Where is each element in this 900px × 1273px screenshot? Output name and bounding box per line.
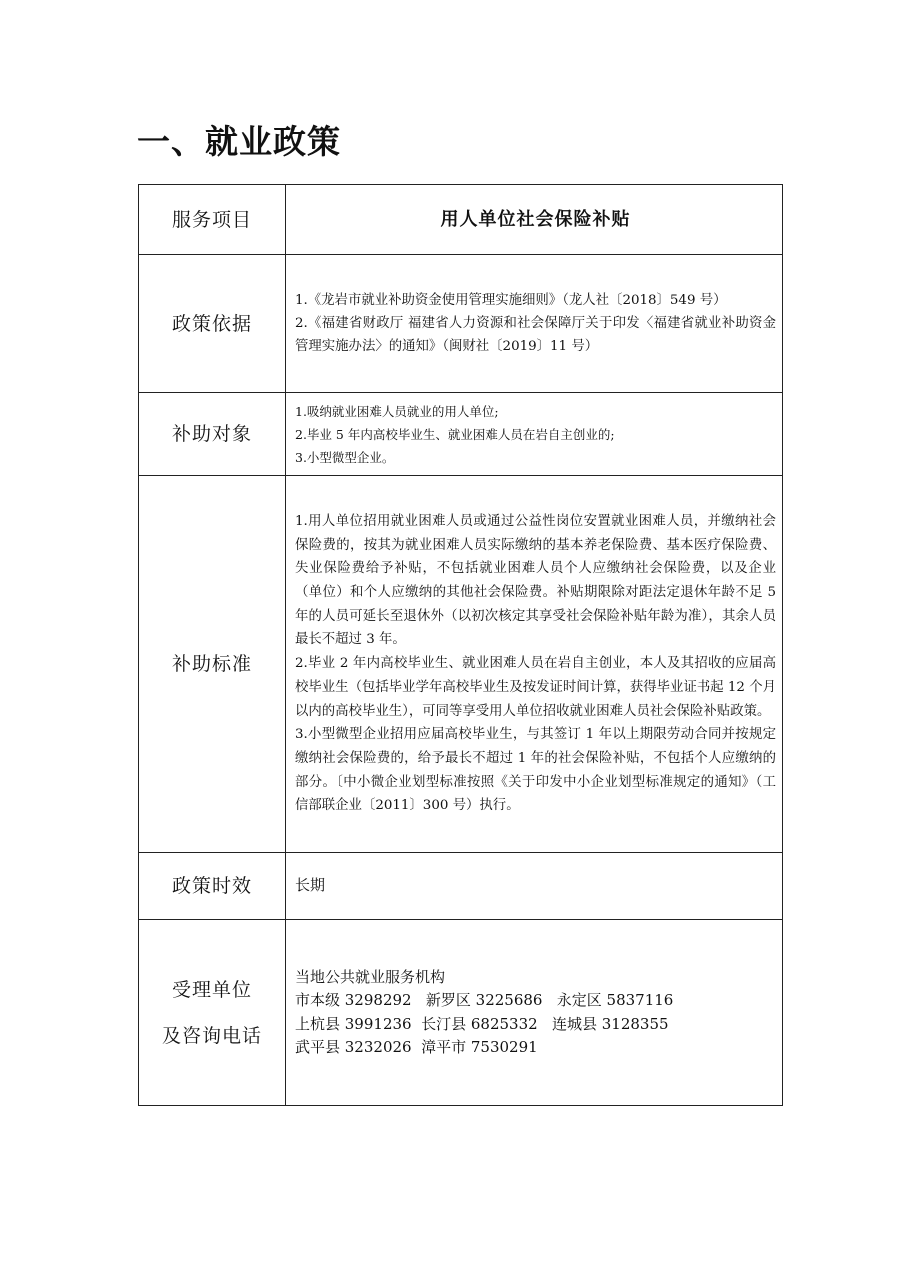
standard-label: 补助标准 xyxy=(171,653,252,675)
validity-value: 长期 xyxy=(286,853,783,920)
table-row-service xyxy=(139,185,783,255)
table-row-basis xyxy=(139,255,783,393)
contact-label-cell xyxy=(139,920,286,1106)
contact-line: 武平县 3232026 漳平市 7530291 xyxy=(295,1038,538,1056)
service-value: 用人单位社会保险补贴 xyxy=(286,185,783,255)
table-row-target xyxy=(139,393,783,476)
contact-line: 市本级 3298292 新罗区 3225686 永定区 5837116 xyxy=(295,991,674,1009)
contact-line: 上杭县 3991236 长汀县 6825332 连城县 3128355 xyxy=(295,1014,669,1033)
contact-line: 当地公共就业服务机构 xyxy=(295,967,446,986)
standard-item: 1.用人单位招用就业困难人员或通过公益性岗位安置就业困难人员，并缴纳社会保险费的，按其为就业困难人员实际缴纳的基本养老保险费、基本医疗保险费、失业保险费给予补贴，不包括就业困难人员个人应缴纳社会保险费，以及企业（单位）和个人应缴纳的其他社会保险费。补贴期限除对距法定退休年龄不足 5 年的人员可延长至退休外（以初次核定其享受社会保险补贴年龄为准），其余人员最长不超过 3 年。 xyxy=(295,513,776,648)
target-content xyxy=(286,393,783,476)
table-row-contact xyxy=(139,920,783,1106)
standard-label-cell xyxy=(139,476,286,853)
validity-label-cell xyxy=(139,853,286,920)
page-title: 一、就业政策 xyxy=(137,122,341,161)
service-label-cell xyxy=(139,185,286,255)
basis-item: 1.《龙岩市就业补助资金使用管理实施细则》（龙人社〔2018〕549 号） xyxy=(295,293,727,308)
contact-label-line1: 受理单位 xyxy=(171,978,252,1001)
target-item: 3.小型微型企业。 xyxy=(295,449,395,465)
basis-label-cell xyxy=(139,255,286,393)
target-item: 1.吸纳就业困难人员就业的用人单位; xyxy=(295,403,499,419)
standard-content xyxy=(286,476,783,853)
target-item: 2.毕业 5 年内高校毕业生、就业困难人员在岩自主创业的; xyxy=(295,426,615,442)
basis-item: 2.《福建省财政厅 福建省人力资源和社会保障厅关于印发〈福建省就业补助资金管理实施办法〉的通知》（闽财社〔2019〕11 号） xyxy=(295,316,776,354)
service-label: 服务项目 xyxy=(171,208,252,231)
contact-content xyxy=(286,920,783,1106)
target-label-cell xyxy=(139,393,286,476)
basis-content xyxy=(286,255,783,393)
table-row-validity xyxy=(139,853,783,920)
target-label: 补助对象 xyxy=(171,423,252,445)
standard-item: 2.毕业 2 年内高校毕业生、就业困难人员在岩自主创业，本人及其招收的应届高校毕业生（包括毕业学年高校毕业生及按发证时间计算，获得毕业证书起 12 个月以内的高校毕业生），可同等享受用人单位招收就业困难人员社会保险补贴政策。 xyxy=(295,656,776,719)
contact-label-line2: 及咨询电话 xyxy=(161,1024,262,1047)
policy-table xyxy=(138,184,783,1106)
validity-label: 政策时效 xyxy=(171,875,252,897)
basis-label: 政策依据 xyxy=(171,312,252,335)
table-row-standard xyxy=(139,476,783,853)
standard-item: 3.小型微型企业招用应届高校毕业生，与其签订 1 年以上期限劳动合同并按规定缴纳社会保险费的，给予最长不超过 1 年的社会保险补贴，不包括个人应缴纳的部分。〔中小微企业划型标准按照《关于印发中小企业划型标准规定的通知》（工信部联企业〔2011〕300 号）执行。 xyxy=(295,727,776,814)
